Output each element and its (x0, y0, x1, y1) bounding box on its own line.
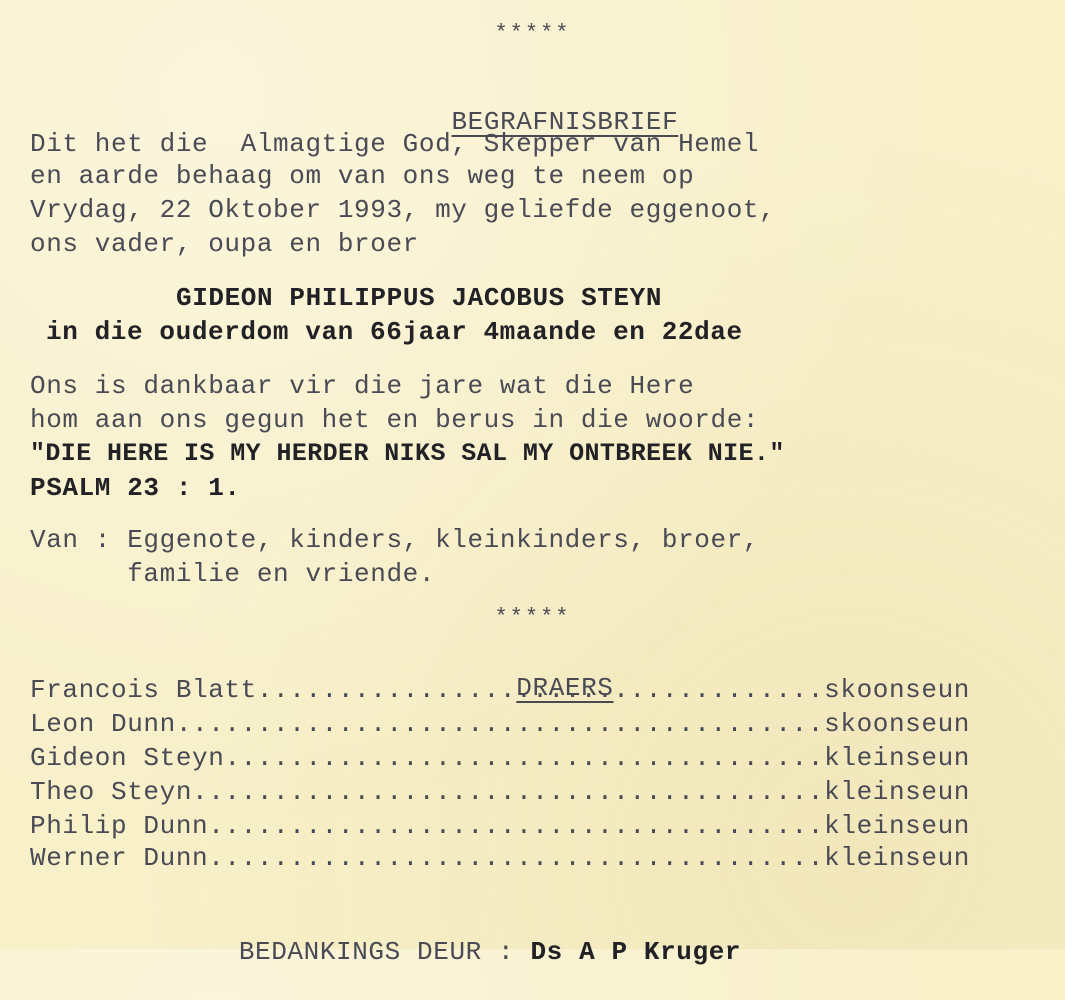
bearer-name: Philip Dunn (30, 811, 209, 841)
intro-line-4: ons vader, oupa en broer (30, 229, 419, 259)
bearer-relation: kleinseun (824, 843, 970, 873)
dot-leader (208, 842, 824, 874)
bearer-name: Theo Steyn (30, 777, 193, 807)
bearer-row (30, 810, 970, 842)
dot-leader (257, 674, 824, 706)
dot-leader (224, 742, 824, 774)
deceased-age: in die ouderdom van 66jaar 4maande en 22dae (46, 317, 743, 347)
from-line-1: Van : Eggenote, kinders, kleinkinders, broer, (30, 525, 760, 555)
bearer-relation: kleinseun (824, 777, 970, 807)
bearer-relation: kleinseun (824, 811, 970, 841)
bearers-stars: ***** (494, 605, 571, 630)
dot-leader (208, 810, 824, 842)
dot-leader (192, 776, 824, 808)
intro-line-2: en aarde behaag om van ons weg te neem op (30, 161, 695, 191)
letter-title-text: BEGRAFNISBRIEF (451, 107, 679, 137)
bearer-relation: kleinseun (824, 743, 970, 773)
dot-leader (176, 708, 824, 740)
bearer-relation: skoonseun (824, 709, 970, 739)
from-line-2: familie en vriende. (30, 559, 436, 589)
closing-line (174, 904, 741, 1000)
bearer-name: Francois Blatt (30, 675, 257, 705)
psalm-quote: "DIE HERE IS MY HERDER NIKS SAL MY ONTBREEK NIE." (30, 439, 785, 468)
intro-line-3: Vrydag, 22 Oktober 1993, my geliefde eggenoot, (30, 195, 776, 225)
psalm-reference: PSALM 23 : 1. (30, 473, 241, 503)
bearer-row (30, 776, 970, 808)
intro-line-1: Dit het die Almagtige God, Skepper van Hemel (30, 129, 760, 159)
closing-label: BEDANKINGS DEUR : (238, 937, 515, 967)
thanks-line-1: Ons is dankbaar vir die jare wat die Here (30, 371, 695, 401)
thanks-line-2: hom aan ons gegun het en berus in die woorde: (30, 405, 760, 435)
bearer-row (30, 708, 970, 740)
bearer-row (30, 742, 970, 774)
bearer-relation: skoonseun (824, 675, 970, 705)
top-stars: ***** (494, 21, 571, 46)
deceased-name: GIDEON PHILIPPUS JACOBUS STEYN (176, 283, 663, 313)
bearer-name: Leon Dunn (30, 709, 176, 739)
closing-minister: Ds A P Kruger (530, 937, 742, 967)
bearer-name: Gideon Steyn (30, 743, 225, 773)
bearers-title-text: DRAERS (516, 673, 614, 703)
bearer-name: Werner Dunn (30, 843, 209, 873)
bearer-row (30, 674, 970, 706)
bearer-row (30, 842, 970, 874)
